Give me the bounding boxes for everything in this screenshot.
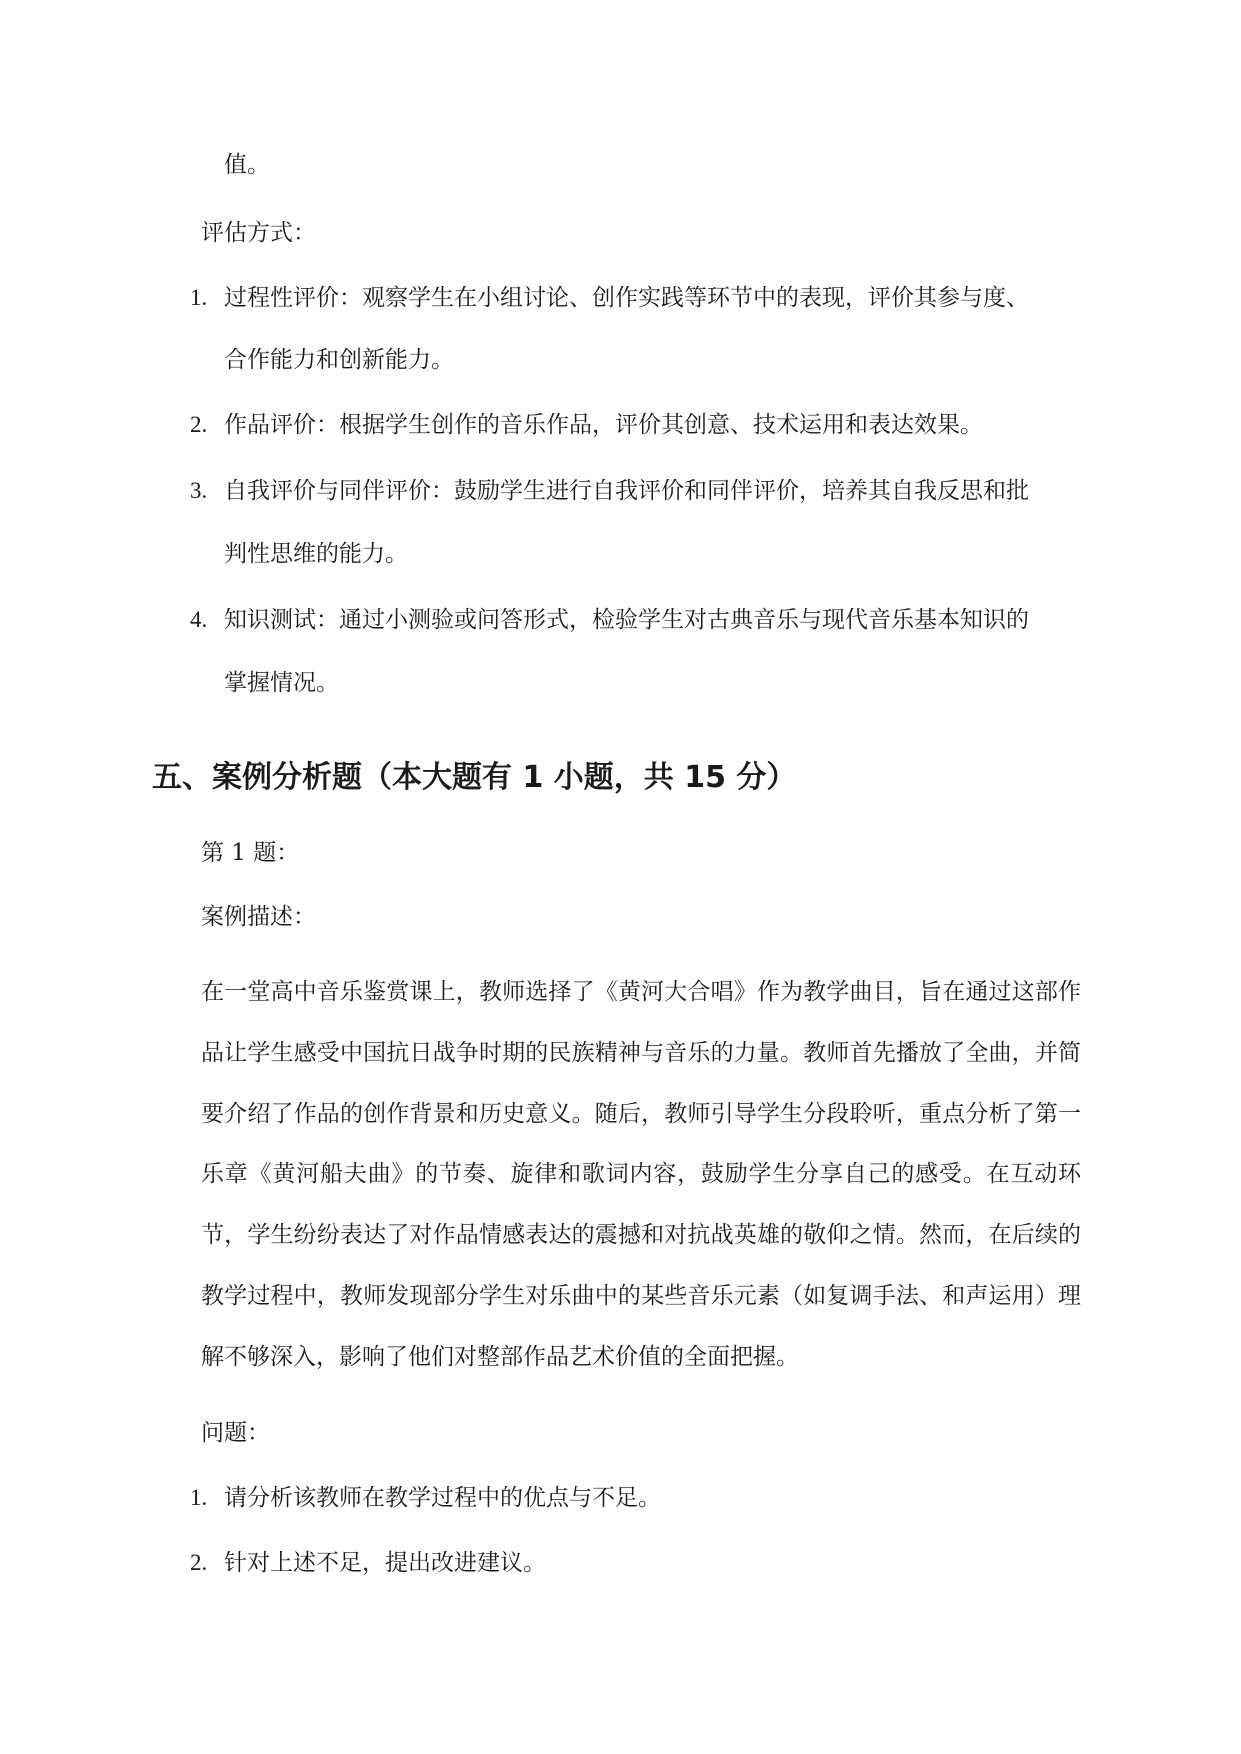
section-heading: 五、案例分析题（本大题有 1 小题，共 15 分）	[152, 760, 797, 795]
case-label: 案例描述：	[201, 904, 316, 930]
question-text: 针对上述不足，提出改进建议。	[224, 1550, 546, 1576]
list-item-text: 自我评价与同伴评价：鼓励学生进行自我评价和同伴评价，培养其自我反思和批	[224, 478, 1029, 504]
list-number: 4.	[190, 607, 208, 632]
list-number: 1.	[190, 285, 208, 310]
list-item-text: 作品评价：根据学生创作的音乐作品，评价其创意、技术运用和表达效果。	[224, 412, 983, 438]
questions-label: 问题：	[201, 1420, 270, 1446]
question-label: 第 1 题：	[201, 840, 300, 866]
case-description: 在一堂高中音乐鉴赏课上，教师选择了《黄河大合唱》作为教学曲目，旨在通过这部作品让学生感受中国抗日战争时期的民族精神与音乐的力量。教师首先播放了全曲，并简要介绍了作品的创作背景和历史意义。随后，教师引导学生分段聆听，重点分析了第一乐章《黄河船夫曲》的节奏、旋律和歌词内容，鼓励学生分享自己的感受。在互动环节，学生纷纷表达了对作品情感表达的震撼和对抗战英雄的敬仰之情。然而，在后续的教学过程中，教师发现部分学生对乐曲中的某些音乐元素（如复调手法、和声运用）理解不够深入，影响了他们对整部作品艺术价值的全面把握。	[201, 979, 1081, 1370]
list-number: 1.	[190, 1485, 208, 1510]
eval-label: 评估方式：	[201, 220, 316, 246]
list-item-text: 知识测试：通过小测验或问答形式，检验学生对古典音乐与现代音乐基本知识的	[224, 607, 1029, 633]
list-number: 2.	[190, 1550, 208, 1575]
list-item-text-cont: 判性思维的能力。	[224, 541, 408, 567]
list-number: 3.	[190, 478, 208, 503]
list-item-text-cont: 掌握情况。	[224, 670, 339, 696]
list-item-text-cont: 合作能力和创新能力。	[224, 347, 454, 373]
question-text: 请分析该教师在教学过程中的优点与不足。	[224, 1485, 661, 1511]
list-item-text: 过程性评价：观察学生在小组讨论、创作实践等环节中的表现，评价其参与度、	[224, 285, 1029, 311]
list-number: 2.	[190, 412, 208, 437]
continuation-text: 值。	[224, 152, 270, 178]
